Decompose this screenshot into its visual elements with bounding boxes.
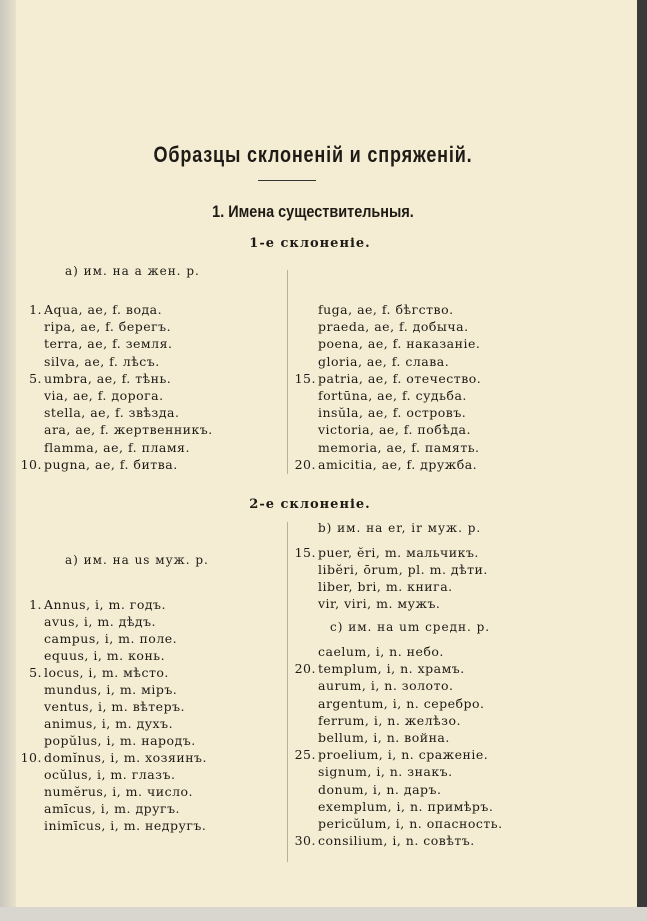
declension-2-left-entry bbox=[44, 818, 206, 833]
entry-number: 10. bbox=[20, 456, 42, 472]
entry-text: inimīcus, i, m. недругъ. bbox=[44, 818, 207, 833]
declension-2-c-entry bbox=[318, 764, 453, 779]
entry-number: 25. bbox=[294, 747, 316, 763]
declension-1-right-entry bbox=[318, 422, 471, 437]
entry-number: 5. bbox=[29, 370, 42, 386]
declension-2-left-entry bbox=[29, 597, 166, 612]
declension-1-right-entry bbox=[318, 336, 480, 351]
entry-text: umbra, ae, f. тѣнь. bbox=[44, 370, 172, 386]
declension-2-subheading-b: b) им. на er, ir муж. р. bbox=[318, 521, 482, 535]
entry-text: exemplum, i, n. примѣръ. bbox=[318, 798, 494, 814]
declension-2-subheading-c: c) им. на um средн. р. bbox=[330, 620, 491, 634]
entry-text: terra, ae, f. земля. bbox=[44, 336, 173, 352]
entry-text: proelium, i, n. сраженіе. bbox=[318, 747, 489, 763]
entry-number: 10. bbox=[20, 750, 42, 765]
declension-1-left-entry bbox=[44, 354, 160, 369]
declension-1-left-entry bbox=[44, 336, 172, 351]
declension-1-left-entry bbox=[20, 456, 178, 472]
entry-text: amicitia, ae, f. дружба. bbox=[318, 456, 478, 472]
entry-number: 30. bbox=[294, 833, 316, 849]
entry-text: consilium, i, n. совѣтъ. bbox=[318, 833, 475, 849]
declension-1-right-entry bbox=[318, 302, 454, 317]
entry-text: templum, i, n. храмъ. bbox=[318, 661, 465, 677]
declension-1-left-entry bbox=[29, 370, 172, 386]
declension-2-c-entry bbox=[318, 730, 450, 745]
entry-text: ferrum, i, n. желѣзо. bbox=[318, 712, 461, 728]
declension-2-left-entry bbox=[44, 648, 165, 663]
entry-text: locus, i, m. мѣсто. bbox=[44, 665, 169, 680]
declension-1-right-entry bbox=[294, 456, 478, 472]
declension-2-c-entry bbox=[318, 799, 493, 814]
entry-text: fuga, ae, f. бѣгство. bbox=[318, 302, 454, 317]
entry-text: fortūna, ae, f. судьба. bbox=[318, 388, 467, 403]
declension-2-left-entry bbox=[44, 801, 180, 816]
declension-2-b-entry bbox=[318, 579, 453, 594]
declension-1-left-entry bbox=[44, 422, 213, 437]
entry-text: campus, i, m. поле. bbox=[44, 631, 178, 646]
declension-2-c-entry bbox=[318, 696, 485, 711]
entry-text: mundus, i, m. міръ. bbox=[44, 682, 178, 697]
entry-number: 20. bbox=[294, 456, 316, 472]
entry-text: ventus, i, m. вѣтеръ. bbox=[44, 699, 186, 714]
entry-text: avus, i, m. дѣдъ. bbox=[44, 614, 157, 629]
column-divider-2 bbox=[287, 522, 288, 862]
declension-2-left-entry bbox=[44, 767, 175, 782]
entry-text: domĭnus, i, m. хозяинъ. bbox=[44, 750, 207, 765]
declension-1-right-entry bbox=[318, 354, 449, 369]
entry-text: insŭla, ae, f. островъ. bbox=[318, 405, 467, 421]
entry-text: liber, bri, m. книга. bbox=[318, 579, 453, 594]
entry-text: victoria, ae, f. побѣда. bbox=[318, 422, 471, 438]
entry-number: 5. bbox=[29, 665, 42, 680]
declension-2-c-entry bbox=[294, 747, 489, 763]
declension-2-left-entry bbox=[44, 716, 173, 731]
declension-1-left-entry bbox=[44, 405, 180, 420]
entry-text: memoria, ae, f. память. bbox=[318, 439, 480, 455]
entry-number: 15. bbox=[294, 545, 316, 560]
declension-1-right-entry bbox=[318, 319, 469, 334]
entry-number: 20. bbox=[294, 661, 316, 677]
entry-text: bellum, i, n. война. bbox=[318, 730, 450, 745]
declension-2-b-entry bbox=[318, 596, 440, 611]
entry-text: signum, i, n. знакъ. bbox=[318, 764, 453, 780]
entry-text: Annus, i, m. годъ. bbox=[44, 597, 166, 612]
entry-text: equus, i, m. конь. bbox=[44, 648, 166, 663]
entry-text: poena, ae, f. наказаніе. bbox=[318, 336, 481, 352]
entry-text: gloria, ae, f. слава. bbox=[318, 353, 450, 369]
entry-text: aurum, i, n. золото. bbox=[318, 678, 454, 694]
entry-text: libĕri, ōrum, pl. m. дѣти. bbox=[318, 562, 488, 577]
entry-text: pugna, ae, f. битва. bbox=[44, 456, 178, 472]
declension-2-left-entry bbox=[44, 631, 177, 646]
section-heading: 1. Имена существительныя. bbox=[212, 202, 414, 221]
declension-1-right-entry bbox=[294, 370, 482, 386]
declension-2-c-entry bbox=[294, 661, 465, 677]
declension-1-right-entry bbox=[318, 388, 467, 403]
declension-2-subheading-a: а) им. на us муж. р. bbox=[65, 553, 209, 567]
entry-text: popŭlus, i, m. народъ. bbox=[44, 733, 196, 748]
declension-1-left-entry bbox=[44, 319, 171, 334]
entry-text: ocŭlus, i, m. глазъ. bbox=[44, 767, 176, 782]
declension-2-heading: 2-е склоненіе. bbox=[249, 497, 371, 512]
declension-2-left-entry bbox=[29, 665, 169, 680]
declension-2-left-entry bbox=[44, 614, 156, 629]
declension-2-c-entry bbox=[318, 713, 461, 728]
entry-text: pericŭlum, i, n. опасность. bbox=[318, 816, 503, 831]
entry-text: puer, ĕri, m. мальчикъ. bbox=[318, 545, 479, 560]
declension-2-c-entry bbox=[294, 833, 475, 849]
entry-text: numĕrus, i, m. число. bbox=[44, 784, 194, 799]
declension-1-left-entry bbox=[44, 440, 190, 455]
declension-1-right-entry bbox=[318, 405, 466, 420]
entry-number: 15. bbox=[294, 370, 316, 386]
declension-2-left-entry bbox=[44, 733, 196, 748]
declension-2-c-entry bbox=[318, 644, 444, 659]
declension-2-left-entry bbox=[44, 682, 177, 697]
entry-text: ara, ae, f. жертвенникъ. bbox=[44, 422, 213, 438]
entry-number: 1. bbox=[29, 302, 42, 317]
page-title: Образцы склоненій и спряженій. bbox=[153, 142, 473, 167]
scan-bottom-edge bbox=[0, 907, 647, 921]
entry-text: argentum, i, n. серебро. bbox=[318, 695, 485, 711]
declension-1-right-entry bbox=[318, 440, 480, 455]
declension-2-left-entry bbox=[20, 750, 207, 765]
declension-2-b-entry bbox=[318, 562, 488, 577]
declension-2-left-entry bbox=[44, 784, 193, 799]
declension-2-c-entry bbox=[318, 678, 454, 693]
entry-text: silva, ae, f. лѣсъ. bbox=[44, 353, 160, 369]
declension-2-c-entry bbox=[318, 816, 503, 831]
entry-text: amīcus, i, m. другъ. bbox=[44, 801, 180, 816]
entry-text: vir, viri, m. мужъ. bbox=[318, 596, 441, 611]
declension-1-left-entry bbox=[29, 302, 163, 317]
column-divider-1 bbox=[287, 270, 288, 474]
entry-number: 1. bbox=[29, 597, 42, 612]
entry-text: stella, ae, f. звѣзда. bbox=[44, 405, 180, 421]
declension-1-left-entry bbox=[44, 388, 164, 403]
declension-1-heading: 1-е склоненіе. bbox=[249, 236, 371, 251]
scan-right-edge bbox=[637, 0, 647, 921]
entry-text: caelum, i, n. небо. bbox=[318, 644, 444, 659]
entry-text: Aqua, ae, f. вода. bbox=[44, 302, 163, 317]
scan-left-edge bbox=[0, 0, 16, 921]
entry-text: patria, ae, f. отечество. bbox=[318, 370, 482, 386]
entry-text: animus, i, m. духъ. bbox=[44, 716, 174, 731]
entry-text: flamma, ae, f. пламя. bbox=[44, 439, 190, 455]
entry-text: via, ae, f. дорога. bbox=[44, 388, 164, 403]
entry-text: donum, i, n. даръ. bbox=[318, 781, 442, 797]
declension-2-c-entry bbox=[318, 782, 441, 797]
entry-text: ripa, ae, f. берегъ. bbox=[44, 319, 172, 335]
declension-2-b-entry bbox=[294, 545, 479, 560]
entry-text: praeda, ae, f. добыча. bbox=[318, 319, 469, 335]
declension-2-left-entry bbox=[44, 699, 185, 714]
title-divider bbox=[258, 180, 316, 181]
declension-1-subheading-a: а) им. на a жен. р. bbox=[65, 264, 200, 278]
